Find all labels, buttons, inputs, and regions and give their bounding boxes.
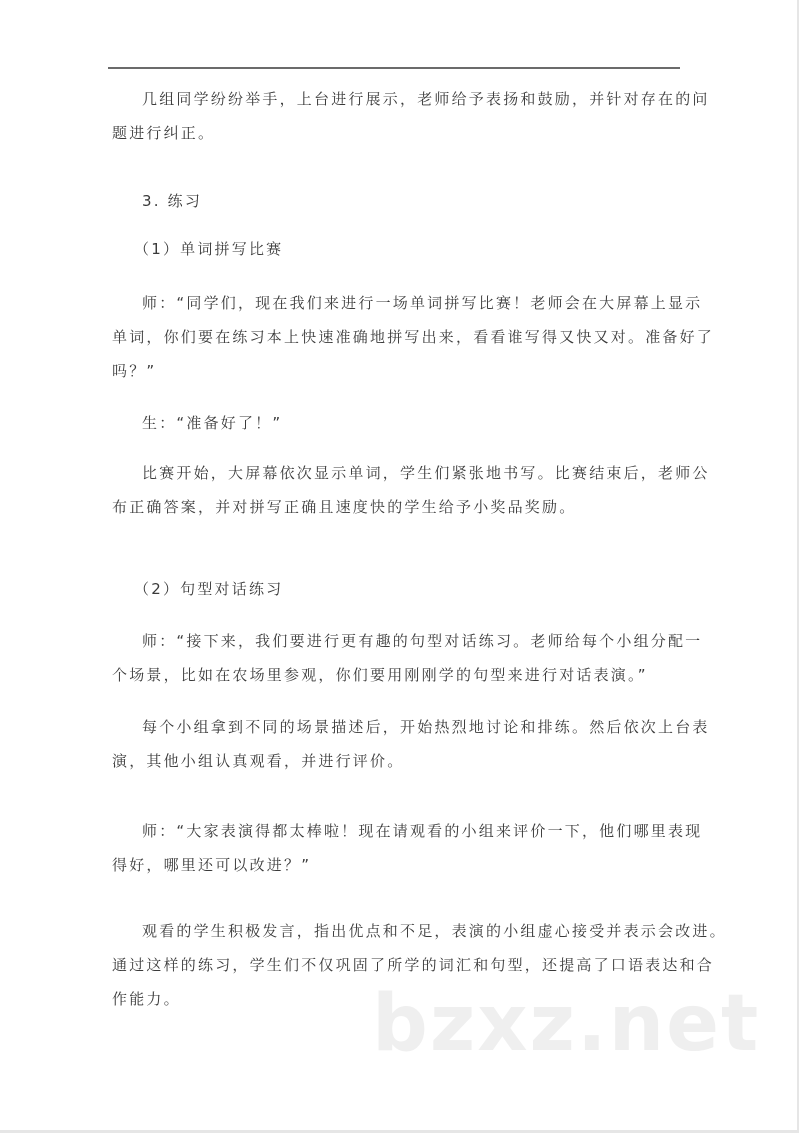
paragraph-group-rehearsal: [112, 710, 710, 778]
paragraph-line: 单词，你们要在练习本上快速准确地拼写出来，看看谁写得又快又对。准备好了: [112, 328, 715, 346]
paragraph-line: 几组同学纷纷举手，上台进行展示，老师给予表扬和鼓励，并针对存在的问: [142, 90, 710, 108]
paragraph-teacher-evaluation: [112, 814, 703, 882]
subheading-text: （1）单词拼写比赛: [134, 240, 284, 258]
paragraph-line: 布正确答案，并对拼写正确且速度快的学生给予小奖品奖励。: [112, 498, 577, 516]
paragraph-teacher-spelling: [112, 286, 715, 388]
paragraph-line: 通过这样的练习，学生们不仅巩固了所学的词汇和句型，还提高了口语表达和合: [112, 956, 715, 974]
paragraph-line: 比赛开始，大屏幕依次显示单词，学生们紧张地书写。比赛结束后，老师公: [142, 464, 710, 482]
section-heading-practice: [112, 184, 684, 218]
watermark-text: bzxz.net: [372, 979, 761, 1069]
paragraph-line: 题进行纠正。: [112, 124, 216, 142]
paragraph-line: 观看的学生积极发言，指出优点和不足，表演的小组虚心接受并表示会改进。: [142, 922, 727, 940]
paragraph-line: 吗？”: [112, 362, 157, 380]
paragraph-student-ready: [112, 406, 684, 440]
subheading-text: （2）句型对话练习: [134, 580, 284, 598]
paragraph-line: 个场景，比如在农场里参观，你们要用刚刚学的句型来进行对话表演。”: [112, 666, 648, 684]
paragraph-line: 每个小组拿到不同的场景描述后，开始热烈地讨论和排练。然后依次上台表: [142, 718, 710, 736]
paragraph-line: 师：“大家表演得都太棒啦！现在请观看的小组来评价一下，他们哪里表现: [142, 822, 703, 840]
header-rule: [108, 67, 680, 69]
paragraph-line: 生：“准备好了！”: [142, 414, 283, 432]
paragraph-group-presentations: [112, 82, 710, 150]
subheading-dialogue-practice: [112, 572, 684, 606]
heading-text: 3. 练习: [142, 192, 203, 210]
paragraph-line: 师：“同学们，现在我们来进行一场单词拼写比赛！老师会在大屏幕上显示: [142, 294, 703, 312]
paragraph-line: 师：“接下来，我们要进行更有趣的句型对话练习。老师给每个小组分配一: [142, 632, 703, 650]
paragraph-contest: [112, 456, 710, 524]
paragraph-line: 得好，哪里还可以改进？”: [112, 856, 312, 874]
paragraph-teacher-dialogue: [112, 624, 703, 692]
subheading-spelling-contest: [112, 232, 684, 266]
paragraph-line: 作能力。: [112, 990, 181, 1008]
paragraph-line: 演，其他小组认真观看，并进行评价。: [112, 752, 405, 770]
